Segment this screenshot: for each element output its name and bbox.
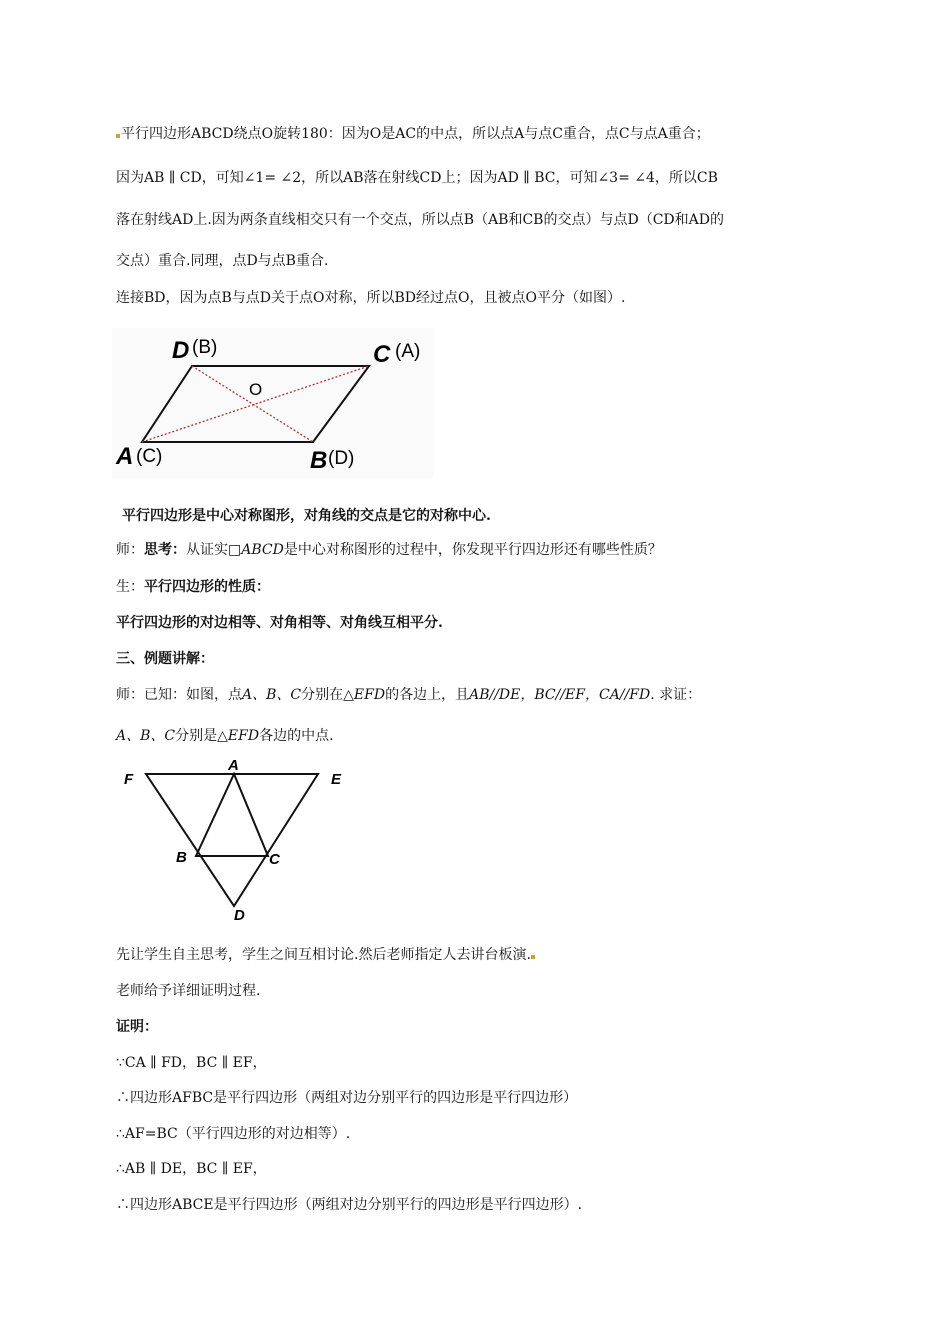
example-line-1 — [116, 685, 701, 705]
ex-l1-i1: A、B、C — [242, 687, 302, 703]
paragraph-3: 落在射线AD上.因为两条直线相交只有一个交点，所以点B（AB和CB的交点）与点D（CD和AD的 — [116, 212, 724, 228]
ex-l1-b: 分别在△ — [301, 687, 354, 703]
label-d2: D — [234, 907, 245, 924]
edit-mark-2 — [531, 955, 535, 959]
ex-l2-b: 各边的中点. — [259, 728, 334, 744]
paragraph-1-text: 平行四边形ABCD绕点O旋转180：因为O是AC的中点，所以点A与点C重合，点C与点A重合； — [121, 126, 710, 142]
parallelogram-figure — [112, 328, 434, 478]
proof-step-2: ∴四边形AFBC是平行四边形（两组对边分别平行的四边形是平行四边形） — [116, 1090, 578, 1106]
student-bold: 平行四边形的性质： — [144, 579, 270, 595]
teacher-q-italic: □ABCD — [228, 542, 284, 558]
ex-l2-i: A、B、C — [116, 728, 176, 744]
proof-step-5: ∴四边形ABCE是平行四边形（两组对边分别平行的四边形是平行四边形）. — [116, 1197, 583, 1213]
ex-l2-i2: EFD — [227, 728, 260, 744]
after-line-1 — [116, 945, 536, 965]
section-3-heading: 三、例题讲解： — [116, 651, 214, 667]
proof-step-3: ∴AF=BC（平行四边形的对边相等）. — [116, 1126, 351, 1142]
student-prefix: 生： — [116, 579, 144, 595]
label-c2: C — [269, 851, 280, 868]
proof-step-1: ∵CA ∥ FD，BC ∥ EF， — [116, 1055, 267, 1071]
label-d-paren: (B) — [192, 337, 218, 358]
label-o: O — [249, 380, 263, 399]
triangle-abc — [196, 774, 268, 856]
ex-l1-i3: AB//DE，BC//EF，CA//FD — [469, 687, 651, 703]
label-d: D — [172, 337, 190, 364]
paragraph-1 — [116, 124, 710, 144]
ex-l1-a: 师：已知：如图，点 — [116, 687, 242, 703]
ex-l1-i2: EFD — [353, 687, 386, 703]
teacher-q-text1: 从证实 — [186, 542, 228, 558]
edit-mark — [116, 134, 120, 138]
conclusion: 平行四边形是中心对称图形，对角线的交点是它的对称中心. — [122, 508, 491, 524]
label-b2: B — [176, 849, 187, 866]
ex-l2-a: 分别是△ — [175, 728, 228, 744]
triangle-figure — [116, 756, 356, 926]
properties: 平行四边形的对边相等、对角相等、对角线互相平分. — [116, 615, 443, 631]
proof-step-4: ∴AB ∥ DE，BC ∥ EF， — [116, 1161, 267, 1177]
teacher-question — [116, 540, 662, 560]
after-l1-text: 先让学生自主思考，学生之间互相讨论.然后老师指定人去讲台板演. — [116, 947, 531, 963]
teacher-q-text2: 是中心对称图形的过程中，你发现平行四边形还有哪些性质？ — [283, 542, 662, 558]
paragraph-4: 交点）重合.同理，点D与点B重合. — [116, 253, 329, 269]
paragraph-2: 因为AB ∥ CD，可知∠1= ∠2，所以AB落在射线CD上；因为AD ∥ BC，可知∠3= ∠4，所以CB — [116, 170, 718, 186]
ex-l1-d: . 求证： — [650, 687, 702, 703]
label-a2: A — [228, 757, 239, 774]
label-a-paren: (C) — [136, 446, 163, 467]
student-answer — [116, 577, 270, 597]
think-label: 思考： — [144, 542, 186, 558]
label-b-paren: (D) — [328, 448, 355, 469]
triangle-efd — [146, 774, 318, 906]
label-e: E — [331, 771, 342, 788]
ex-l1-c: 的各边上，且 — [385, 687, 470, 703]
label-a: A — [116, 443, 134, 470]
teacher-prefix: 师： — [116, 542, 144, 558]
example-line-2 — [116, 726, 334, 746]
proof-title: 证明： — [116, 1019, 158, 1035]
label-c: C — [373, 341, 391, 368]
label-c-paren: (A) — [395, 341, 421, 362]
label-f: F — [124, 771, 134, 788]
paragraph-5: 连接BD，因为点B与点D关于点O对称，所以BD经过点O，且被点O平分（如图）. — [116, 290, 626, 306]
after-line-2: 老师给予详细证明过程. — [116, 983, 261, 999]
label-b: B — [310, 447, 328, 474]
